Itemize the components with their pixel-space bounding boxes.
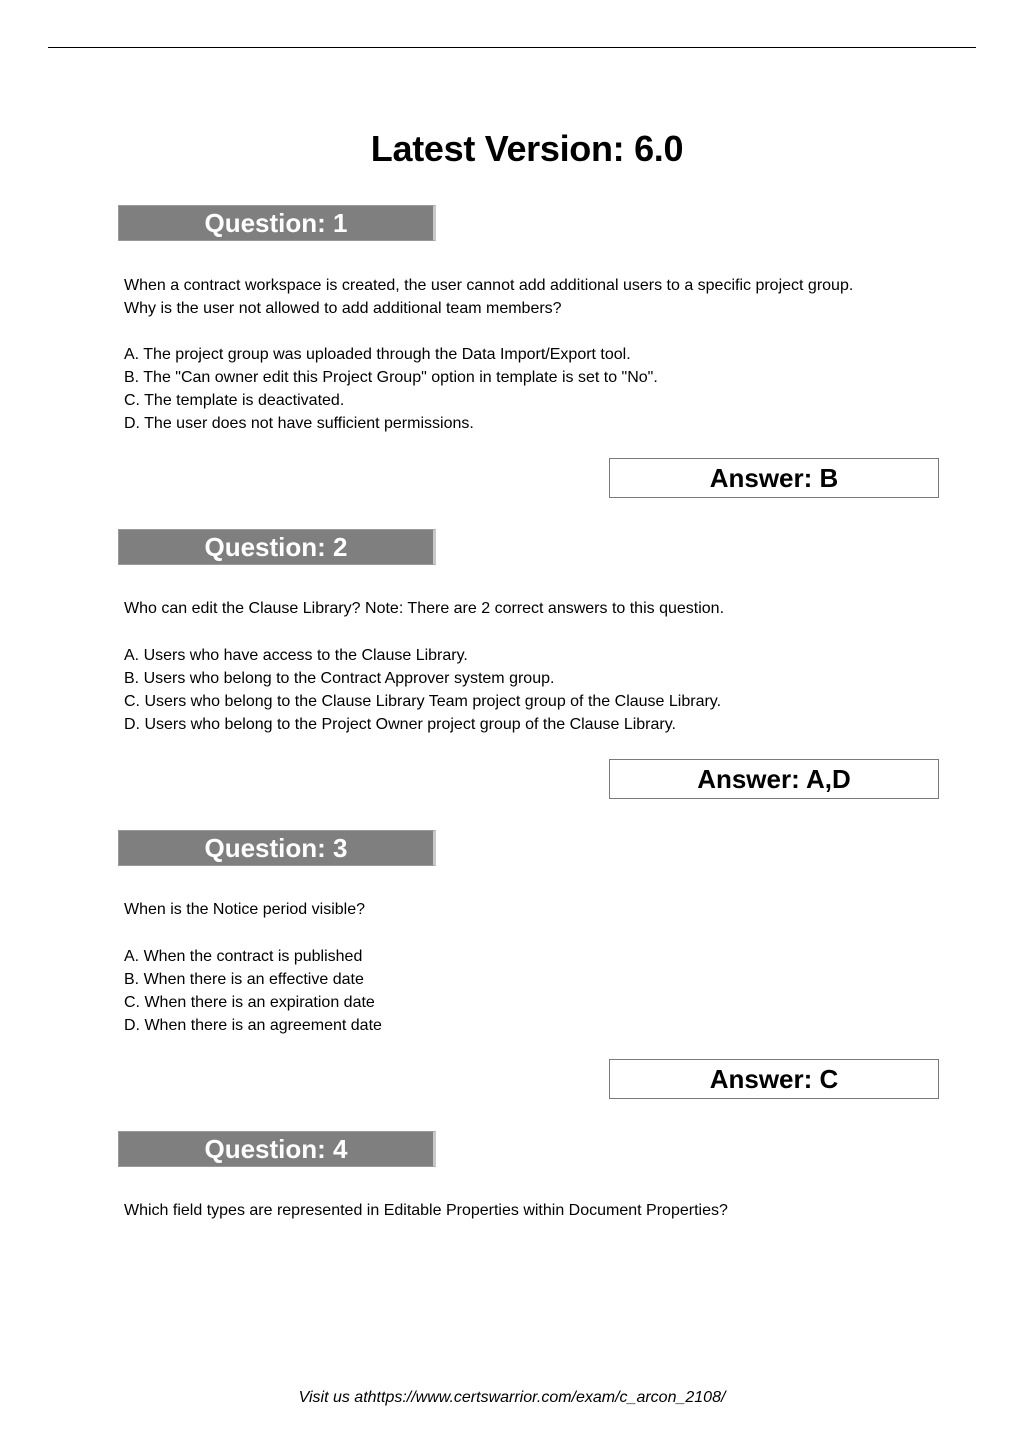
page-title: Latest Version: 6.0 [370,128,684,169]
question-4-text-line: Which field types are represented in Editable Properties within Document Properties? [124,1202,728,1219]
option-item: D. The user does not have sufficient permissions. [124,415,474,432]
option-item: C. When there is an expiration date [124,994,375,1011]
option-item: D. When there is an agreement date [124,1017,382,1034]
question-1-answer: Answer: B [609,458,939,498]
question-2-header: Question: 2 [118,529,436,565]
top-rule [48,47,976,48]
question-3-header: Question: 3 [118,830,436,866]
question-1-text [124,274,964,320]
question-3-options [124,945,964,1037]
option-item: B. The "Can owner edit this Project Group" option in template is set to "No". [124,369,658,386]
question-2-answer: Answer: A,D [609,759,939,799]
footer-link-text: Visit us athttps://www.certswarrior.com/exam/c_arcon_2108/ [298,1389,726,1406]
question-3-answer: Answer: C [609,1059,939,1099]
question-2-text [124,597,964,620]
question-2-text-line: Who can edit the Clause Library? Note: There are 2 correct answers to this question. [124,600,725,617]
option-item: D. Users who belong to the Project Owner project group of the Clause Library. [124,716,676,733]
question-3-text-line: When is the Notice period visible? [124,901,366,918]
option-item: C. Users who belong to the Clause Library Team project group of the Clause Library. [124,693,722,710]
question-4-header: Question: 4 [118,1131,436,1167]
question-3-text [124,898,964,921]
option-item: C. The template is deactivated. [124,392,345,409]
question-1-header: Question: 1 [118,205,436,241]
question-1-text-line: Why is the user not allowed to add additional team members? [124,300,562,317]
option-item: A. When the contract is published [124,948,363,965]
question-1-options [124,343,964,435]
option-item: B. Users who belong to the Contract Approver system group. [124,670,555,687]
question-4-text [124,1199,964,1222]
option-item: B. When there is an effective date [124,971,364,988]
question-1-text-line: When a contract workspace is created, the user cannot add additional users to a specific project group. [124,277,854,294]
option-item: A. Users who have access to the Clause Library. [124,647,468,664]
question-2-options [124,644,964,736]
option-item: A. The project group was uploaded through the Data Import/Export tool. [124,346,631,363]
